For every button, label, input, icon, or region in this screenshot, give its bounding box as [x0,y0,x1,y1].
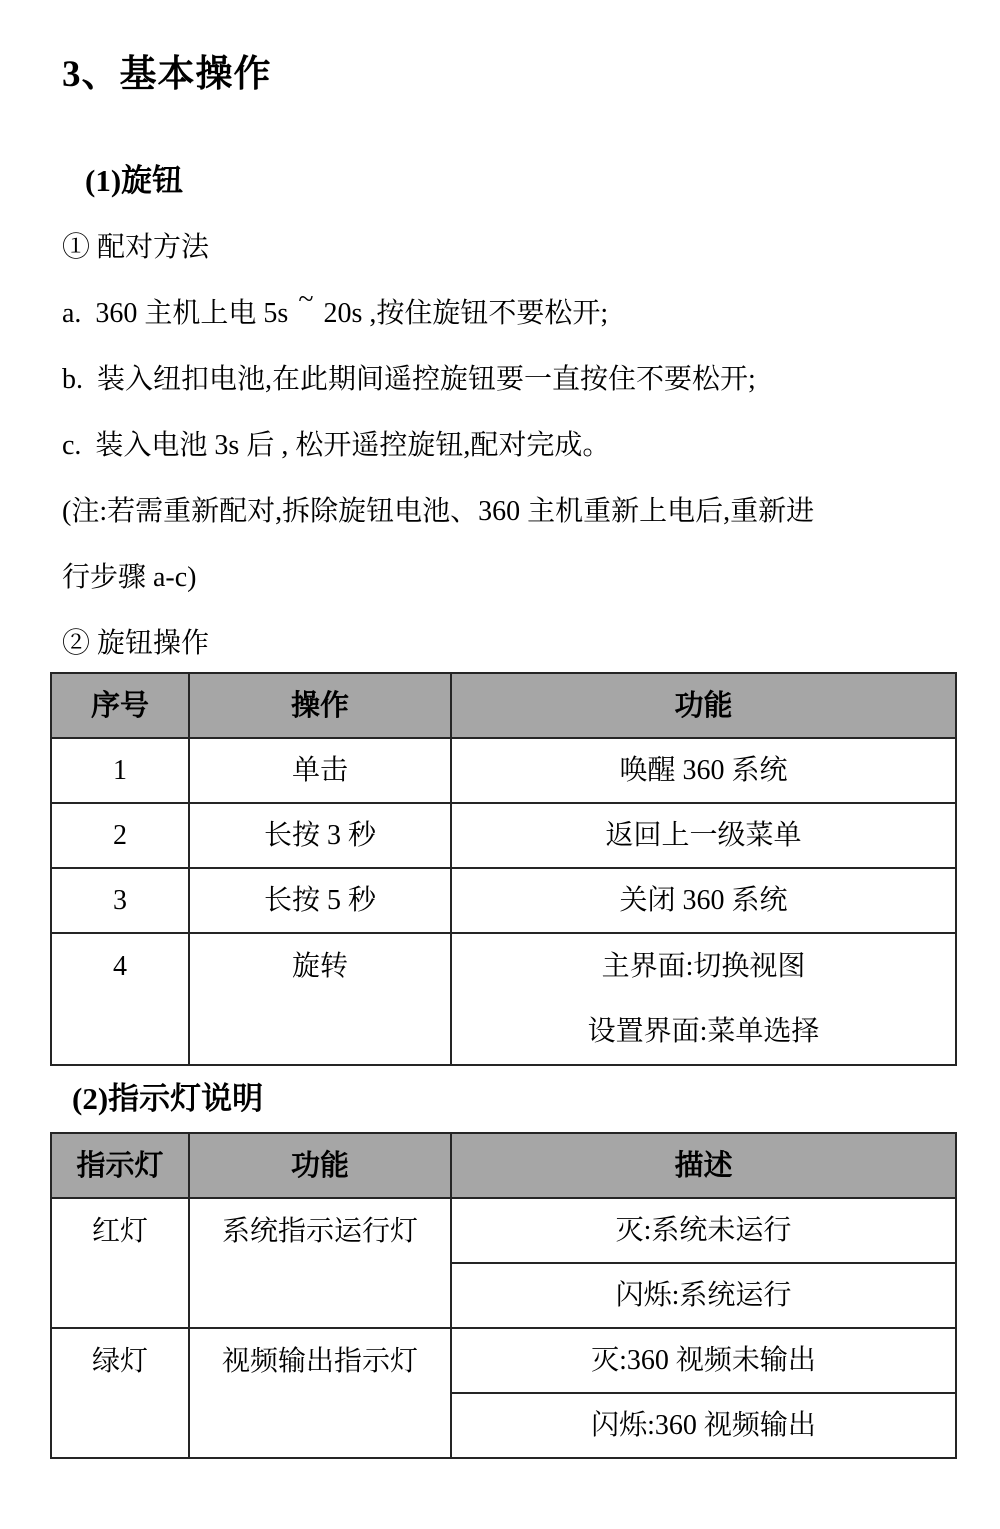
header-cell-number: 序号 [51,673,189,738]
cell-green-light-function: 视频输出指示灯 [189,1328,451,1458]
cell-operation: 长按 5 秒 [189,868,451,933]
header-cell-function: 功能 [451,673,956,738]
pairing-method-heading: ① 配对方法 [62,232,210,263]
cell-green-light: 绿灯 [51,1328,189,1458]
header-cell-indicator: 指示灯 [51,1133,189,1198]
section-2-heading: (2)指示灯说明 [72,1081,264,1116]
cell-number: 4 [51,933,189,1065]
cell-function: 返回上一级菜单 [451,803,956,868]
function-line-main-ui: 主界面:切换视图 [601,951,806,982]
cell-red-light-blink-desc: 闪烁:系统运行 [451,1263,956,1328]
cell-red-light: 红灯 [51,1198,189,1328]
tilde-superscript: ~ [298,284,314,315]
cell-operation: 长按 3 秒 [189,803,451,868]
table-row [51,933,956,1065]
header-cell-operation: 操作 [189,673,451,738]
knob-operation-heading: ② 旋钮操作 [62,628,210,659]
function-line-settings-ui: 设置界面:菜单选择 [587,1016,820,1047]
cell-function [451,933,956,1065]
step-a-pre: a. 360 主机上电 5s [62,298,289,329]
cell-red-light-function: 系统指示运行灯 [189,1198,451,1328]
cell-green-light-off-desc: 灭:360 视频未输出 [451,1328,956,1393]
step-b-line: b. 装入纽扣电池,在此期间遥控旋钮要一直按住不要松开; [62,364,756,395]
note-line-1: (注:若需重新配对,拆除旋钮电池、360 主机重新上电后,重新进 [62,496,815,527]
cell-red-light-off-desc: 灭:系统未运行 [451,1198,956,1263]
page-title: 3、基本操作 [62,54,272,95]
step-c-line: c. 装入电池 3s 后 , 松开遥控旋钮,配对完成。 [62,430,611,461]
header-cell-description: 描述 [451,1133,956,1198]
section-1-heading: (1)旋钮 [85,163,184,198]
knob-table-header-row [51,673,956,738]
indicator-light-table [50,1132,957,1459]
cell-number: 2 [51,803,189,868]
cell-operation: 旋转 [189,933,451,1065]
header-cell-function: 功能 [189,1133,451,1198]
knob-operation-table [50,672,957,1066]
table-row [51,868,956,933]
step-a-line [62,284,955,332]
table-row [51,1198,956,1263]
cell-number: 1 [51,738,189,803]
step-a-post: 20s ,按住旋钮不要松开; [323,298,609,329]
cell-function: 唤醒 360 系统 [451,738,956,803]
table-row [51,803,956,868]
cell-number: 3 [51,868,189,933]
cell-function: 关闭 360 系统 [451,868,956,933]
indicator-table-header-row [51,1133,956,1198]
table-row [51,738,956,803]
cell-green-light-blink-desc: 闪烁:360 视频输出 [451,1393,956,1458]
table-row [51,1328,956,1393]
note-line-2: 行步骤 a-c) [62,562,197,593]
cell-operation: 单击 [189,738,451,803]
